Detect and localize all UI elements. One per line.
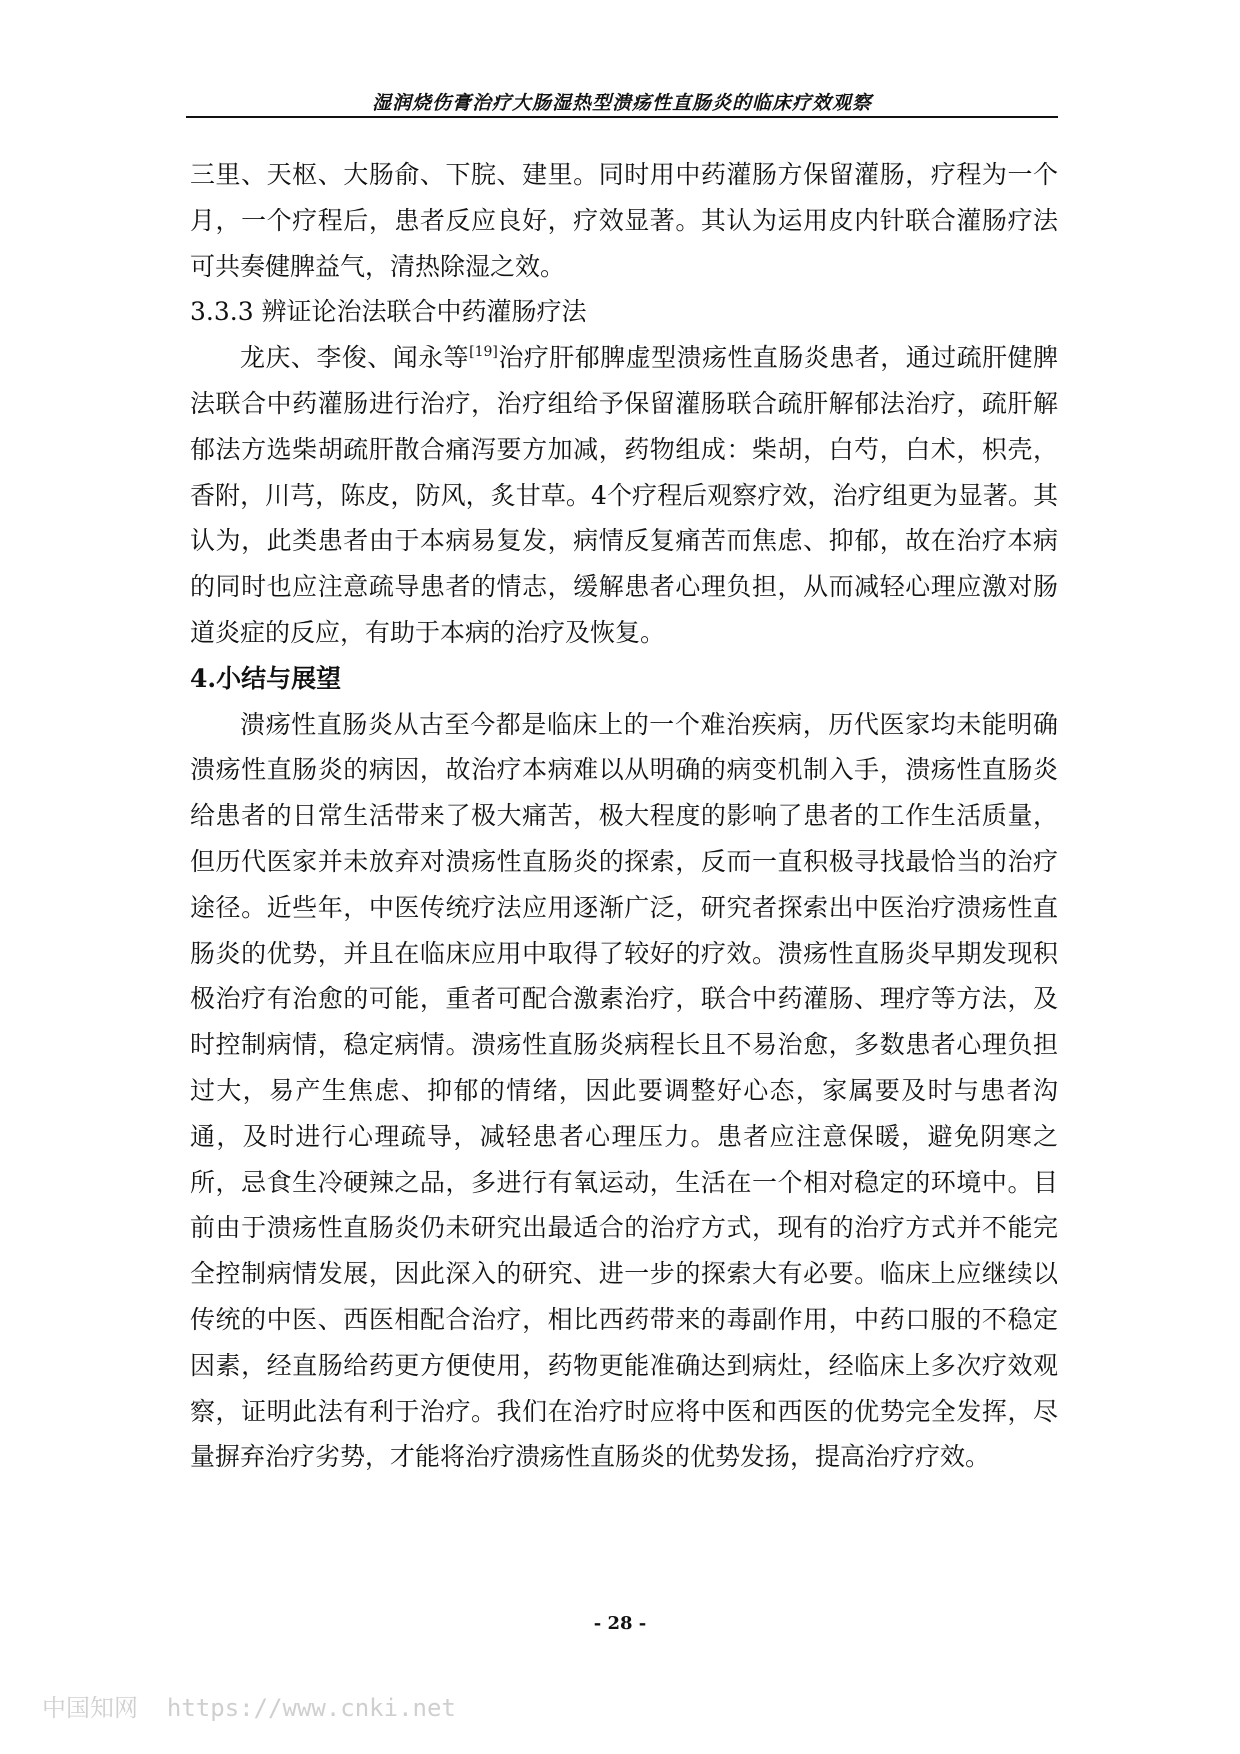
watermark: 中国知网 https://www.cnki.net	[42, 1694, 456, 1722]
header-rule	[186, 116, 1058, 118]
running-title: 湿润烧伤膏治疗大肠湿热型溃疡性直肠炎的临床疗效观察	[371, 92, 872, 114]
paragraph-4: 溃疡性直肠炎从古至今都是临床上的一个难治疾病，历代医家均未能明确溃疡性直肠炎的病因，故治疗本病难以从明确的病变机制入手，溃疡性直肠炎给患者的日常生活带来了极大痛苦，极大程度的影响了患者的工作生活质量，但历代医家并未放弃对溃疡性直肠炎的探索，反而一直积极寻找最恰当的治疗途径。近些年，中医传统疗法应用逐渐广泛，研究者探索出中医治疗溃疡性直肠炎的优势，并且在临床应用中取得了较好的疗效。溃疡性直肠炎早期发现积极治疗有治愈的可能，重者可配合激素治疗，联合中药灌肠、理疗等方法，及时控制病情，稳定病情。溃疡性直肠炎病程长且不易治愈，多数患者心理负担过大，易产生焦虑、抑郁的情绪，因此要调整好心态，家属要及时与患者沟通，及时进行心理疏导，减轻患者心理压力。患者应注意保暖，避免阴寒之所，忌食生冷硬辣之品，多进行有氧运动，生活在一个相对稳定的环境中。目前由于溃疡性直肠炎仍未研究出最适合的治疗方式，现有的治疗方式并不能完全控制病情发展，因此深入的研究、进一步的探索大有必要。临床上应继续以传统的中医、西医相配合治疗，相比西药带来的毒副作用，中药口服的不稳定因素，经直肠给药更方便使用，药物更能准确达到病灶，经临床上多次疗效观察，证明此法有利于治疗。我们在治疗时应将中医和西医的优势完全发挥，尽量摒弃治疗劣势，才能将治疗溃疡性直肠炎的优势发扬，提高治疗疗效。	[190, 709, 1058, 1472]
body-text	[190, 152, 1058, 1480]
page-number: - 28 -	[593, 1613, 647, 1634]
paragraph-3-3-3	[190, 335, 1058, 656]
citation-marker: [19]	[469, 344, 498, 361]
paragraph-3-3-3-lead: 龙庆、李俊、闻永等	[240, 343, 470, 373]
paragraph-3-3-3-rest: 治疗肝郁脾虚型溃疡性直肠炎患者，通过疏肝健脾法联合中药灌肠进行治疗，治疗组给予保留灌肠联合疏肝解郁法治疗，疏肝解郁法方选柴胡疏肝散合痛泻要方加减，药物组成：柴胡，白芍，白术，枳壳，香附，川芎，陈皮，防风，炙甘草。4个疗程后观察疗效，治疗组更为显著。其认为，此类患者由于本病易复发，病情反复痛苦而焦虑、抑郁，故在治疗本病的同时也应注意疏导患者的情志，缓解患者心理负担，从而减轻心理应激对肠道炎症的反应，有助于本病的治疗及恢复。	[190, 343, 1058, 647]
paragraph-continued: 三里、天枢、大肠俞、下脘、建里。同时用中药灌肠方保留灌肠，疗程为一个月，一个疗程后，患者反应良好，疗效显著。其认为运用皮内针联合灌肠疗法可共奏健脾益气，清热除湿之效。	[190, 160, 1058, 281]
section-heading-3-3-3: 3.3.3 辨证论治法联合中药灌肠疗法	[190, 297, 587, 327]
section-heading-4: 4.小结与展望	[190, 663, 342, 693]
